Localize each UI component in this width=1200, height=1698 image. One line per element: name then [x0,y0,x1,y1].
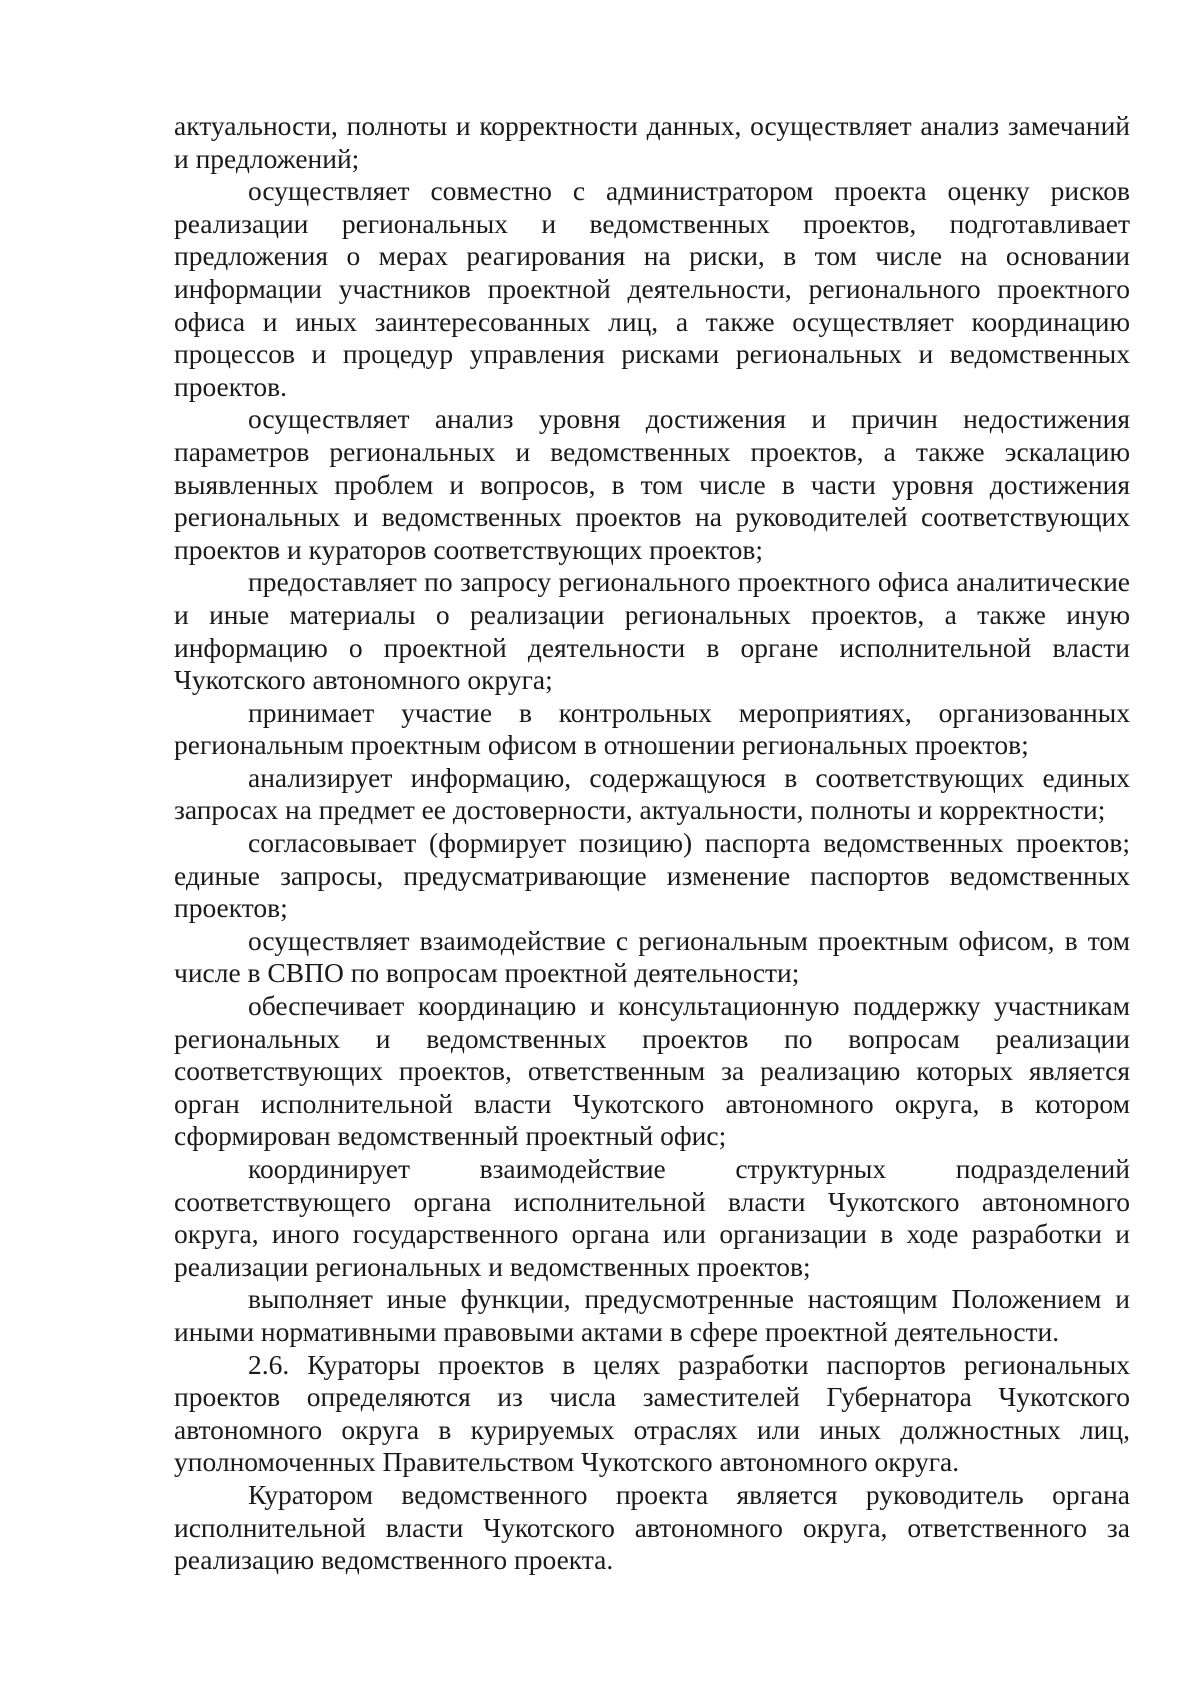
paragraph-approves-passports: согласовывает (формирует позицию) паспорта ведомственных проектов; единые запросы, предусматривающие изменение паспортов ведомственных проектов; [174,827,1130,924]
paragraph-analyzes-requests: анализирует информацию, содержащуюся в соответствующих единых запросах на предмет ее достоверности, актуальности, полноты и корректности; [174,761,1130,826]
paragraph-achievement-analysis: осуществляет анализ уровня достижения и причин недостижения параметров региональных и ведомственных проектов, а также эскалацию выявленных проблем и вопросов, в том числе в части уровня достижения региональных и ведомственных проектов на руководителей соответствующих проектов и кураторов соответствующих проектов; [174,403,1130,565]
paragraph-coordination-support: обеспечивает координацию и консультационную поддержку участникам региональных и ведомственных проектов по вопросам реализации соответствующих проектов, ответственным за реализацию которых является орган исполнительной власти Чукотского автономного округа, в котором сформирован ведомственный проектный офис; [174,990,1130,1152]
paragraph-other-functions: выполняет иные функции, предусмотренные настоящим Положением и иными нормативными правовыми актами в сфере проектной деятельности. [174,1283,1130,1347]
paragraph-continuation: актуальности, полноты и корректности данных, осуществляет анализ замечаний и предложений; [174,110,1130,174]
paragraph-risk-assessment: осуществляет совместно с администратором проекта оценку рисков реализации региональных и ведомственных проектов, подготавливает предложения о мерах реагирования на риски, в том числе на основании информации участников проектной деятельности, регионального проектного офиса и иных заинтересованных лиц, а также осуществляет координацию процессов и процедур управления рисками региональных и ведомственных проектов. [174,175,1130,402]
paragraph-coordinates-units: координирует взаимодействие структурных подразделений соответствующего органа исполнительной власти Чукотского автономного округа, иного государственного органа или организации в ходе разработки и реализации региональных и ведомственных проектов; [174,1153,1130,1282]
paragraph-provides-materials: предоставляет по запросу регионального проектного офиса аналитические и иные материалы о реализации региональных проектов, а также иную информацию о проектной деятельности в органе исполнительной власти Чукотского автономного округа; [174,566,1130,696]
paragraph-interaction-office: осуществляет взаимодействие с региональным проектным офисом, в том числе в СВПО по вопросам проектной деятельности; [174,924,1130,989]
paragraph-section-2-6: 2.6. Кураторы проектов в целях разработки паспортов региональных проектов определяются из числа заместителей Губернатора Чукотского автономного округа в курируемых отраслях или иных должностных лиц, уполномоченных Правительством Чукотского автономного округа. [174,1348,1130,1478]
document-body [174,110,1130,1577]
paragraph-control-activities: принимает участие в контрольных мероприятиях, организованных региональным проектным офисом в отношении региональных проектов; [174,696,1130,761]
paragraph-departmental-curator: Куратором ведомственного проекта является руководитель органа исполнительной власти Чукотского автономного округа, ответственного за реализацию ведомственного проекта. [174,1478,1130,1576]
